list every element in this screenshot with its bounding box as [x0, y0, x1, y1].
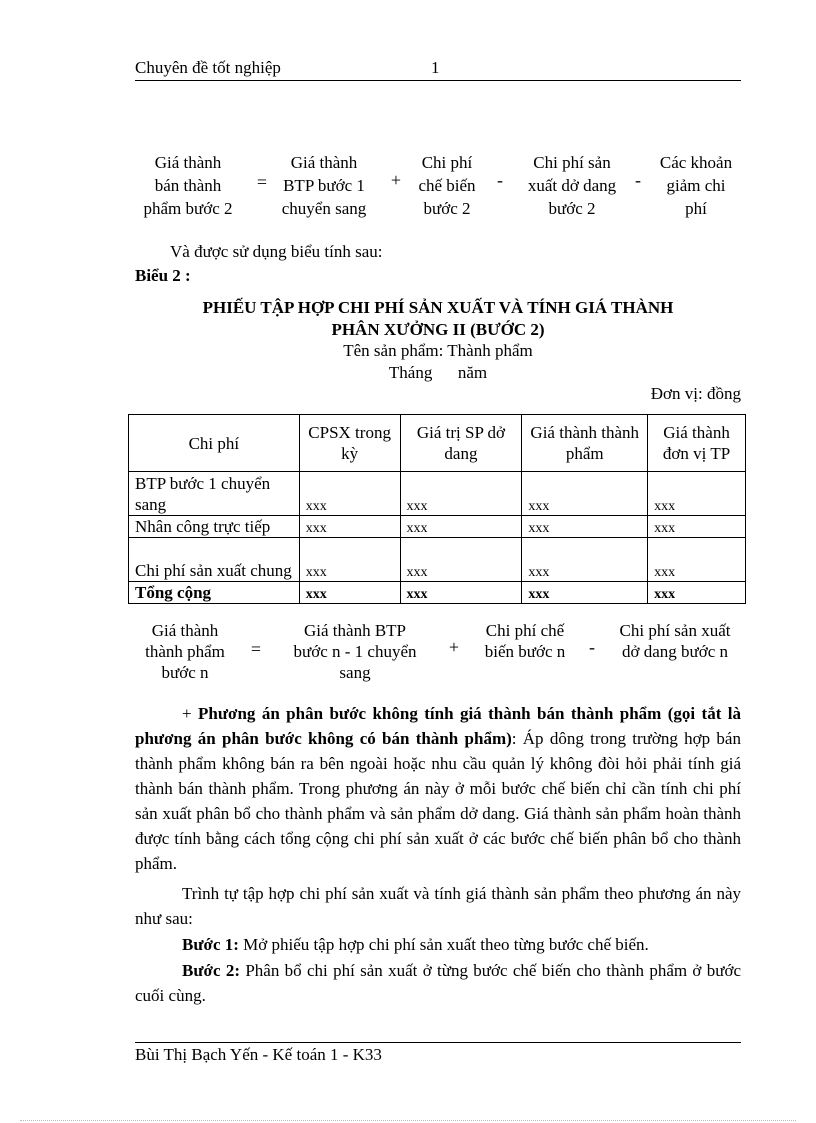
- formula-line: Chi phí: [421, 153, 473, 172]
- report-title-line2: PHÂN XƯỞNG II (BƯỚC 2): [331, 320, 545, 339]
- formula2-term2: [272, 620, 438, 683]
- cell: xxx: [522, 516, 648, 538]
- step-label: Bước 1:: [182, 935, 239, 954]
- cell: xxx: [648, 538, 746, 582]
- table-row: [129, 516, 746, 538]
- cell: xxx: [522, 538, 648, 582]
- formula-line: dở dang bước n: [621, 642, 729, 661]
- cell: xxx: [400, 582, 522, 604]
- header-title: Chuyên đề tốt nghiệp: [135, 58, 281, 77]
- cell: xxx: [299, 582, 400, 604]
- formula-line: BTP bước 1: [283, 176, 365, 195]
- formula2-equals: =: [250, 639, 262, 659]
- formula-line: chuyển sang: [281, 199, 367, 218]
- report-title-line1: PHIẾU TẬP HỢP CHI PHÍ SẢN XUẤT VÀ TÍNH GIÁ THÀNH: [202, 298, 674, 317]
- period-line: Tháng năm: [388, 363, 488, 382]
- formula1-term2: [268, 151, 380, 220]
- formula1-equals: =: [256, 172, 268, 192]
- step-text: Phân bổ chi phí sản xuất ở từng bước chế biến cho thành phẩm ở bước cuối cùng.: [135, 961, 741, 1005]
- unit-line: Đơn vị: đồng: [650, 384, 741, 403]
- formula-line: Chi phí sản xuất: [619, 621, 731, 640]
- sequence-paragraph: Trình tự tập hợp chi phí sản xuất và tính giá thành sản phẩm theo phương án này như sau:: [135, 884, 741, 928]
- formula-line: giảm chi: [666, 176, 726, 195]
- header-cell: CPSX trong kỳ: [299, 415, 400, 472]
- method-text: : Áp dông trong trường hợp bán thành phẩm không bán ra bên ngoài hoặc nhu cầu quản lý không đòi hỏi phải tính giá thành bán thành phẩm. Trong phương án này ở mỗi bước chế biến chỉ cần tính chi phí sản xuất phân bổ cho thành phẩm và sản phẩm dở dang. Giá thành sản phẩm hoàn thành được tính bằng cách tổng cộng chi phí sản xuất ở các bước chế biến phân bổ cho thành phẩm.: [135, 729, 741, 873]
- formula-line: bước n - 1 chuyển: [293, 642, 417, 661]
- formula-line: phẩm bước 2: [143, 199, 233, 218]
- table-total-row: [129, 582, 746, 604]
- formula-line: Giá thành: [154, 153, 222, 172]
- method-paragraph: [135, 701, 741, 876]
- cell: xxx: [648, 582, 746, 604]
- formula2-term3: [468, 620, 582, 662]
- header-cell: Chi phí: [129, 415, 300, 472]
- cell: xxx: [299, 516, 400, 538]
- formula1-term5: [648, 151, 744, 220]
- formula2-minus: -: [589, 637, 595, 657]
- formula1-plus: +: [390, 170, 402, 190]
- table-row: [129, 472, 746, 516]
- cell: xxx: [648, 472, 746, 516]
- cell: xxx: [400, 472, 522, 516]
- step-2: [135, 958, 741, 1008]
- formula1-term1: [128, 151, 248, 220]
- product-line: Tên sản phẩm: Thành phẩm: [343, 341, 533, 360]
- step-text: Mở phiếu tập hợp chi phí sản xuất theo từng bước chế biến.: [238, 935, 649, 954]
- page-number: 1: [431, 58, 440, 77]
- formula-line: Giá thành BTP: [304, 621, 406, 640]
- formula-line: biến bước n: [484, 642, 566, 661]
- formula-line: chế biến: [418, 176, 476, 195]
- formula1-term3: [408, 151, 486, 220]
- formula-line: Giá thành: [290, 153, 358, 172]
- formula-line: Các khoản: [659, 153, 733, 172]
- formula-line: bước 2: [423, 199, 471, 218]
- cell: xxx: [648, 516, 746, 538]
- formula-line: xuất dở dang: [527, 176, 617, 195]
- method-bold: Phương án phân bước không tính giá thành bán thành phẩm (gọi tắt là phương án phân bước không có bán thành phẩm): [135, 704, 741, 748]
- page-header: [135, 58, 741, 81]
- cell: xxx: [299, 538, 400, 582]
- table-header-row: [129, 415, 746, 472]
- formula-line: Chi phí chế: [485, 621, 565, 640]
- step-1: [135, 932, 741, 957]
- header-cell: Giá thành thành phẩm: [522, 415, 648, 472]
- header-cell: Giá thành đơn vị TP: [648, 415, 746, 472]
- formula-line: phí: [685, 199, 707, 218]
- row-label: Nhân công trực tiếp: [129, 516, 300, 538]
- formula-line: bước n: [161, 663, 209, 682]
- formula-line: sang: [339, 663, 371, 682]
- formula-line: thành phẩm: [145, 642, 225, 661]
- formula-line: Giá thành: [151, 621, 219, 640]
- cell: xxx: [299, 472, 400, 516]
- row-label: Tổng cộng: [129, 582, 300, 604]
- cell: xxx: [522, 472, 648, 516]
- formula-line: Chi phí sản: [533, 153, 611, 172]
- formula-line: bước 2: [548, 199, 596, 218]
- page-footer: Bùi Thị Bạch Yến - Kế toán 1 - K33: [135, 1042, 741, 1065]
- formula2-term1: [125, 620, 245, 683]
- row-label: BTP bước 1 chuyển sang: [129, 472, 300, 516]
- table-label: Biểu 2 :: [135, 266, 191, 285]
- formula1-minus: -: [497, 170, 503, 190]
- formula2-plus: +: [448, 637, 460, 657]
- table-row: [129, 538, 746, 582]
- method-prefix: +: [182, 704, 198, 723]
- formula1-minus-2: -: [635, 170, 641, 190]
- formula2-term4: [604, 620, 746, 662]
- step-label: Bước 2:: [182, 961, 240, 980]
- row-label: Chi phí sản xuất chung: [129, 538, 300, 582]
- cell: xxx: [522, 582, 648, 604]
- intro-line: Và được sử dụng biểu tính sau:: [170, 242, 383, 261]
- page-edge: [20, 1120, 796, 1121]
- formula-line: bán thành: [154, 176, 222, 195]
- formula1-term4: [514, 151, 630, 220]
- header-cell: Giá trị SP dở dang: [400, 415, 522, 472]
- cell: xxx: [400, 538, 522, 582]
- cell: xxx: [400, 516, 522, 538]
- cost-table: [128, 414, 746, 604]
